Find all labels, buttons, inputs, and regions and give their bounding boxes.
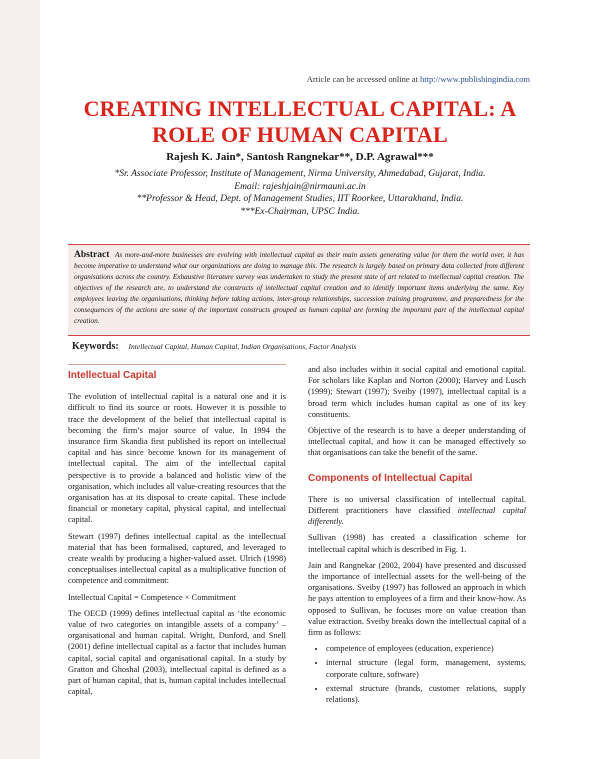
publisher-link[interactable]: http://www.publishingindia.com: [420, 74, 530, 84]
paragraph: Sullivan (1998) has created a classification scheme for intellectual capital which is described in Fig. 1.: [308, 533, 526, 554]
access-text: Article can be accessed online at: [306, 74, 421, 84]
classification-italic: intellectual capital differently.: [308, 506, 526, 527]
paragraph: The OECD (1999) defines intellectual capital as ‘the economic value of two categories on intangible assets of a company’ – organisational and human capital. Wright, Dunford, and Snell (2001) define intellectual capital as a factor that includes human capital, social capital and organisational capital. In a study by Gratton and Ghoshal (2003), intellectual capital is defined as a part of human capital, that is, human capital includes intellectual capital,: [68, 608, 286, 697]
list-item: • competence of employees (education, experience): [326, 643, 526, 654]
abstract-label: Abstract: [74, 250, 110, 260]
affiliation-email: Email: rajeshjain@nirmauni.ac.in: [234, 181, 366, 192]
affiliation-3: ***Ex-Chairman, UPSC India.: [240, 206, 360, 217]
classification-text: There is no universal classification of intellectual capital. Different practitioners have classified: [308, 494, 526, 516]
abstract-box: [68, 244, 530, 336]
access-line: [307, 74, 530, 84]
page-side-strip: [0, 0, 40, 759]
keywords-text: Intellectual Capital, Human Capital, Indian Organisations, Factor Analysis: [128, 342, 357, 351]
paragraph: and also includes within it social capital and emotional capital. For scholars like Kaplan and Norton (2000); Harvey and Lusch (1999); Stewart (1997); Sveiby (1997), intellectual capital is a broad term which includes human capital as one of its key constituents.: [308, 365, 526, 419]
paragraph: Jain and Rangnekar (2002, 2004) have presented and discussed the importance of intellectual assets for the well-being of the organisations. Sveiby (1997) has followed an approach in which he pays attention to employees of a firm and their know-how. As opposed to Sullivan, he focuses more on value creation than value extraction. Sveiby breaks down the intellectual capital of a firm as follows:: [308, 560, 526, 638]
right-column: [308, 364, 526, 708]
article-title: CREATING INTELLECTUAL CAPITAL: A ROLE OF HUMAN CAPITAL: [83, 96, 517, 147]
section-heading-components: Components of Intellectual Capital: [308, 472, 473, 484]
equation: Intellectual Capital = Competence × Commitment: [68, 592, 236, 602]
left-column: [68, 364, 286, 702]
list-item: • external structure (brands, customer relations, supply relations).: [326, 683, 526, 705]
list-item: • internal structure (legal form, management, systems, corporate culture, software): [326, 657, 526, 679]
affiliation-1: *Sr. Associate Professor, Institute of Management, Nirma University, Ahmedabad, Gujarat, India.: [114, 169, 486, 179]
paragraph: Objective of the research is to have a deeper understanding of intellectual capital, and how it can be managed effectively so that organisations can take the benefit of the same.: [308, 426, 526, 458]
bullet-list: [308, 643, 526, 705]
keywords-label: Keywords:: [72, 341, 119, 352]
affiliation-2: **Professor & Head, Dept. of Management Studies, IIT Roorkee, Uttarakhand, India.: [136, 194, 464, 204]
paragraph: [308, 494, 526, 528]
abstract-text: As more-and-more businesses are evolving with intellectual capital as their main assets generating value for them the world over, it has become imperative to understand what our organizations are doing to manage this. The research is largely based on primary data collected from different organisations across the country. Exhaustive literature survey was undertaken to study the present state of art related to intellectual capital creation. The objectives of the research are, to understand the constructs of intellectual capital creation and to identify important items underlying the same. Key employees leaving the organisations, thinking before taking actions, inter-group relationships, succession training programme, and preparedness for the consequences of the actions are some of the important constructs grouped as human capital are forming the important part of the intellectual capital creation.: [74, 251, 524, 325]
paragraph: Stewart (1997) defines intellectual capital as the intellectual material that has been formalised, captured, and leveraged to create wealth by producing a higher-valued asset. Ulrich (1998) conceptualises intellectual capital as a multiplicative function of competence and commitment:: [68, 531, 286, 586]
affiliations: [60, 168, 540, 218]
author-list: Rajesh K. Jain*, Santosh Rangnekar**, D.P. Agrawal***: [166, 151, 434, 163]
section-heading-intellectual-capital: Intellectual Capital: [68, 364, 286, 381]
keywords-line: [72, 341, 532, 352]
paragraph: The evolution of intellectual capital is a natural one and it is difficult to find its source or roots. However it is possible to trace the development of the belief that intellectual capital is becoming the firm’s major source of value. In 1994 the insurance firm Skandia first published its report on intellectual capital and has since become known for its management of intellectual capital. The aim of the intellectual capital perspective is to provide a balanced and holistic view of the organisation, which includes all value-creating resources that the organisation has at its disposal to create capital. These include financial or monetary capital, physical capital, and intellectual capital.: [68, 392, 286, 525]
